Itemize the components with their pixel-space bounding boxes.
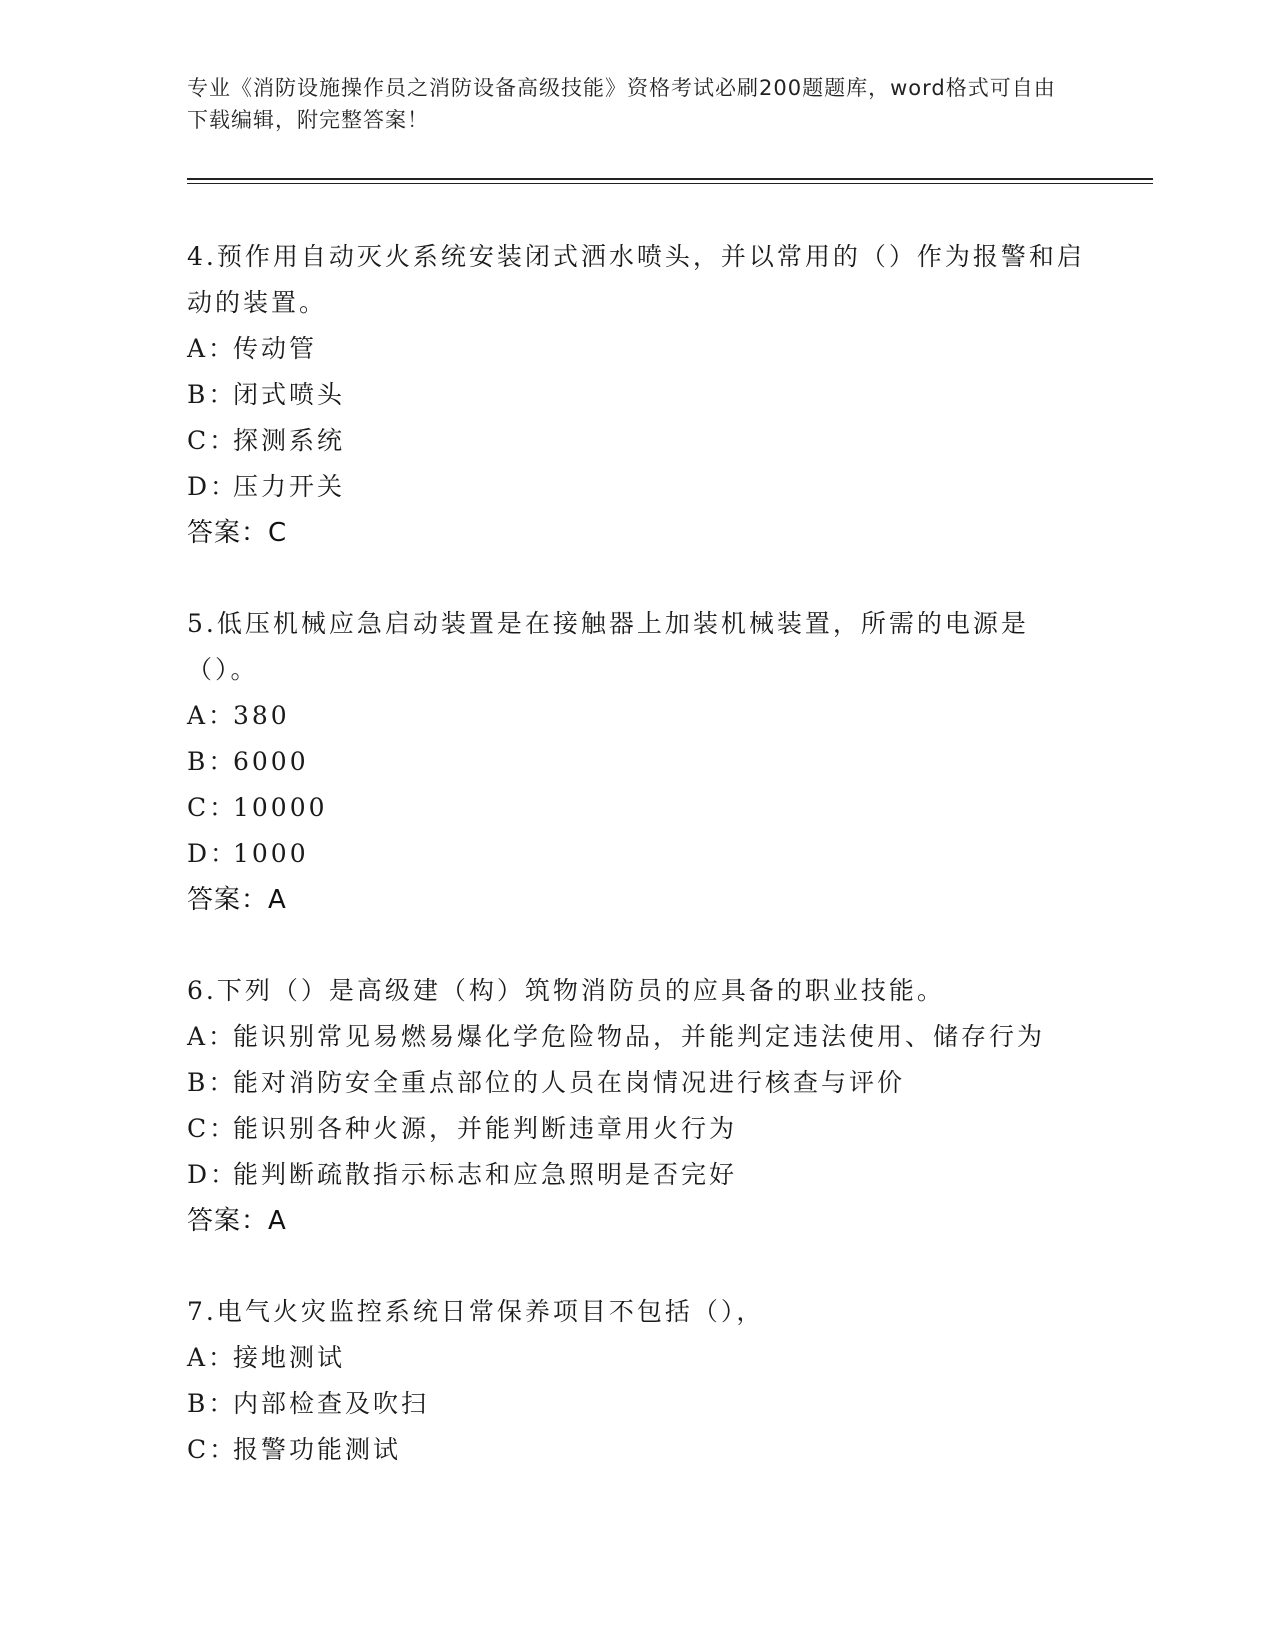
option-text: 传动管 xyxy=(233,334,318,363)
option-key: B： xyxy=(187,380,237,409)
question-list xyxy=(187,234,1087,1518)
answer-value: A xyxy=(268,1206,287,1236)
answer-label: 答案： xyxy=(187,1206,269,1236)
answer-line xyxy=(187,510,1087,556)
question-stem: 6.下列（）是高级建（构）筑物消防员的应具备的职业技能。 xyxy=(187,976,945,1005)
option-key: D： xyxy=(187,839,239,868)
option-text: 1000 xyxy=(233,839,309,868)
question-stem: 7.电气火灾监控系统日常保养项目不包括（）， xyxy=(187,1297,765,1326)
option-b xyxy=(187,739,1087,785)
answer-line xyxy=(187,1198,1087,1244)
document-header: 专业《消防设施操作员之消防设备高级技能》资格考试必刷200题题库，word格式可自由下载编辑，附完整答案！ xyxy=(187,76,1056,132)
question-6 xyxy=(187,968,1087,1244)
option-key: A： xyxy=(187,1343,237,1372)
option-c xyxy=(187,1106,1087,1152)
answer-label: 答案： xyxy=(187,885,269,915)
option-text: 能判断疏散指示标志和应急照明是否完好 xyxy=(233,1160,738,1189)
question-stem: 5.低压机械应急启动装置是在接触器上加装机械装置，所需的电源是（）。 xyxy=(187,609,1029,684)
option-key: A： xyxy=(187,701,237,730)
option-key: B： xyxy=(187,1068,237,1097)
option-a xyxy=(187,1014,1087,1060)
option-text: 报警功能测试 xyxy=(233,1435,402,1464)
option-b xyxy=(187,1381,1087,1427)
question-4 xyxy=(187,234,1087,556)
answer-line xyxy=(187,877,1087,923)
option-key: C： xyxy=(187,1435,238,1464)
option-key: A： xyxy=(187,1022,237,1051)
option-text: 接地测试 xyxy=(233,1343,346,1372)
option-text: 压力开关 xyxy=(233,472,346,501)
header-rule-thin xyxy=(187,183,1153,184)
option-key: D： xyxy=(187,1160,239,1189)
option-text: 能对消防安全重点部位的人员在岗情况进行核查与评价 xyxy=(233,1068,906,1097)
option-b xyxy=(187,372,1087,418)
option-d xyxy=(187,1152,1087,1198)
option-key: C： xyxy=(187,1114,238,1143)
option-key: D： xyxy=(187,472,239,501)
option-d xyxy=(187,464,1087,510)
option-key: A： xyxy=(187,334,237,363)
option-a xyxy=(187,1335,1087,1381)
question-7 xyxy=(187,1289,1087,1473)
header-rule-thick xyxy=(187,178,1153,180)
option-c xyxy=(187,1427,1087,1473)
option-key: C： xyxy=(187,426,238,455)
option-a xyxy=(187,326,1087,372)
question-5 xyxy=(187,601,1087,923)
option-text: 6000 xyxy=(233,747,309,776)
option-text: 10000 xyxy=(233,793,328,822)
option-key: B： xyxy=(187,747,237,776)
option-key: B： xyxy=(187,1389,237,1418)
option-a xyxy=(187,693,1087,739)
option-text: 能识别各种火源，并能判断违章用火行为 xyxy=(233,1114,738,1143)
option-key: C： xyxy=(187,793,238,822)
option-text: 380 xyxy=(233,701,290,730)
option-c xyxy=(187,418,1087,464)
answer-label: 答案： xyxy=(187,518,269,548)
answer-value: A xyxy=(268,885,287,915)
question-stem: 4.预作用自动灭火系统安装闭式洒水喷头，并以常用的（）作为报警和启动的装置。 xyxy=(187,242,1085,317)
option-c xyxy=(187,785,1087,831)
answer-value: C xyxy=(268,518,288,548)
option-text: 闭式喷头 xyxy=(233,380,346,409)
option-text: 能识别常见易燃易爆化学危险物品，并能判定违法使用、储存行为 xyxy=(233,1022,1046,1051)
option-text: 内部检查及吹扫 xyxy=(233,1389,430,1418)
option-d xyxy=(187,831,1087,877)
option-b xyxy=(187,1060,1087,1106)
option-text: 探测系统 xyxy=(233,426,346,455)
